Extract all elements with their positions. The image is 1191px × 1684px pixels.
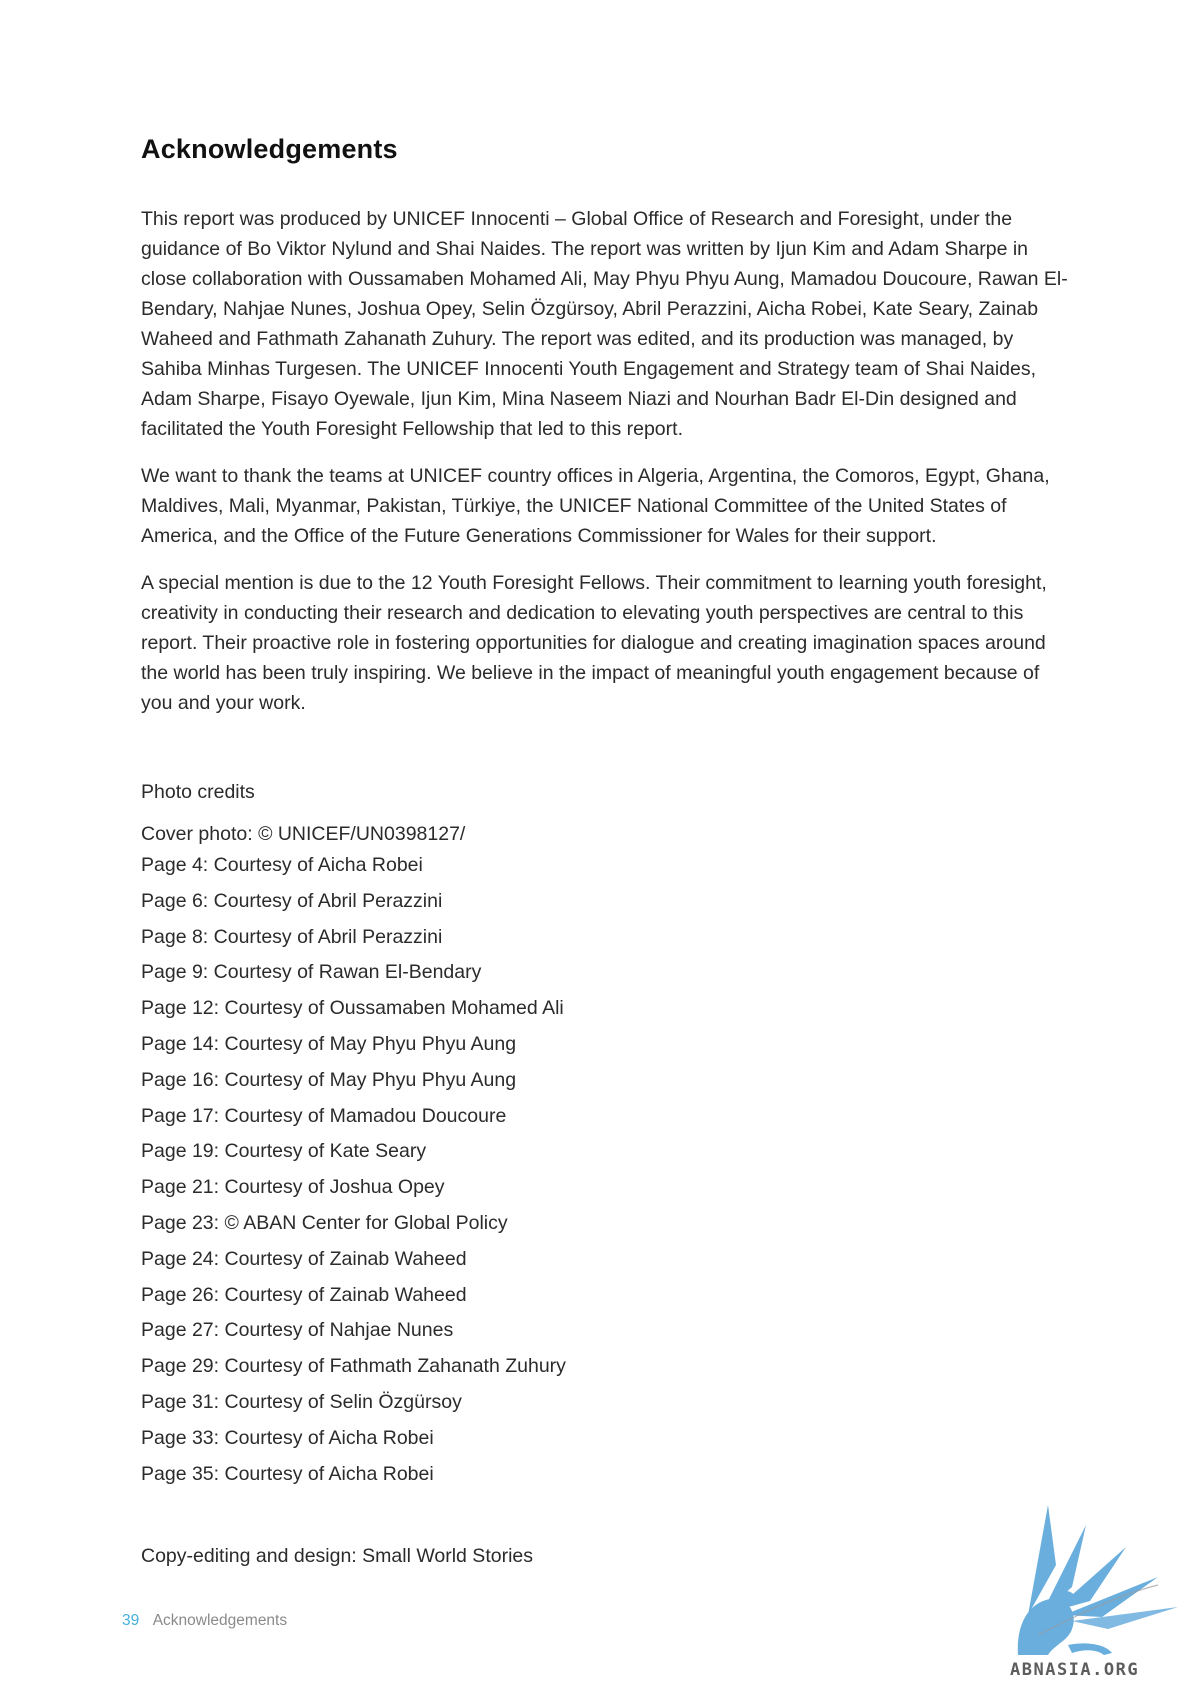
- page-number: 39: [122, 1612, 140, 1629]
- cover-photo-credit: Cover photo: © UNICEF/UN0398127/: [141, 823, 466, 845]
- footer-section-name: Acknowledgements: [152, 1612, 288, 1629]
- paragraph-production: This report was produced by UNICEF Innocenti – Global Office of Research and Foresight, under the guidance of Bo Viktor Nylund and Shai Naides. The report was written by Ijun Kim and Adam Sharpe in close collaboration with Oussamaben Mohamed Ali, May Phyu Phyu Aung, Mamadou Doucoure, Rawan El-Bendary, Nahjae Nunes, Joshua Opey, Selin Özgürsoy, Abril Perazzini, Aicha Robei, Kate Seary, Zainab Waheed and Fathmath Zahanath Zuhury. The report was edited, and its production was managed, by Sahiba Minhas Turgesen. The UNICEF Innocenti Youth Engagement and Strategy team of Shai Naides, Adam Sharpe, Fisayo Oyewale, Ijun Kim, Mina Naseem Niazi and Nourhan Badr El-Din designed and facilitated the Youth Foresight Fellowship that led to this report.: [141, 208, 1068, 440]
- credit-item: Page 23: © ABAN Center for Global Policy: [141, 1211, 508, 1234]
- design-credit: Copy-editing and design: Small World Stories: [141, 1545, 533, 1567]
- credit-item: Page 19: Courtesy of Kate Seary: [141, 1140, 427, 1163]
- griffin-logo-icon: [1008, 1495, 1183, 1655]
- credit-item: Page 31: Courtesy of Selin Özgürsoy: [141, 1390, 462, 1413]
- paragraph-fellows: A special mention is due to the 12 Youth Foresight Fellows. Their commitment to learning youth foresight, creativity in conducting their research and dedication to elevating youth perspectives are central to this report. Their proactive role in fostering opportunities for dialogue and creating imagination spaces around the world has been truly inspiring. We believe in the impact of meaningful youth engagement because of you and your work.: [141, 572, 1047, 714]
- credit-item: Page 12: Courtesy of Oussamaben Mohamed Ali: [141, 997, 564, 1020]
- photo-credits-heading: Photo credits: [141, 781, 255, 803]
- credit-item: Page 21: Courtesy of Joshua Opey: [141, 1176, 445, 1199]
- credit-item: Page 8: Courtesy of Abril Perazzini: [141, 925, 443, 948]
- photo-credit-list: [141, 852, 566, 1496]
- paragraph-thanks: We want to thank the teams at UNICEF country offices in Algeria, Argentina, the Comoros, Egypt, Ghana, Maldives, Mali, Myanmar, Pakistan, Türkiye, the UNICEF National Committee of the United States of America, and the Office of the Future Generations Commissioner for Wales for their support.: [141, 465, 1050, 547]
- body-text: [141, 204, 1071, 735]
- credit-item: Page 4: Courtesy of Aicha Robei: [141, 854, 423, 876]
- credit-item: Page 17: Courtesy of Mamadou Doucoure: [141, 1104, 507, 1127]
- page-footer: [122, 1612, 287, 1630]
- watermark-text: ABNASIA.ORG: [1010, 1660, 1140, 1680]
- credit-item: Page 35: Courtesy of Aicha Robei: [141, 1462, 434, 1485]
- credit-item: Page 26: Courtesy of Zainab Waheed: [141, 1283, 467, 1306]
- credit-item: Page 14: Courtesy of May Phyu Phyu Aung: [141, 1032, 517, 1055]
- page-title: Acknowledgements: [141, 134, 398, 164]
- credit-item: Page 29: Courtesy of Fathmath Zahanath Zuhury: [141, 1355, 566, 1378]
- credit-item: Page 9: Courtesy of Rawan El-Bendary: [141, 961, 482, 984]
- credit-item: Page 6: Courtesy of Abril Perazzini: [141, 889, 443, 912]
- credit-item: Page 16: Courtesy of May Phyu Phyu Aung: [141, 1068, 517, 1091]
- credit-item: Page 24: Courtesy of Zainab Waheed: [141, 1247, 467, 1270]
- credit-item: Page 27: Courtesy of Nahjae Nunes: [141, 1319, 454, 1342]
- credit-item: Page 33: Courtesy of Aicha Robei: [141, 1426, 434, 1449]
